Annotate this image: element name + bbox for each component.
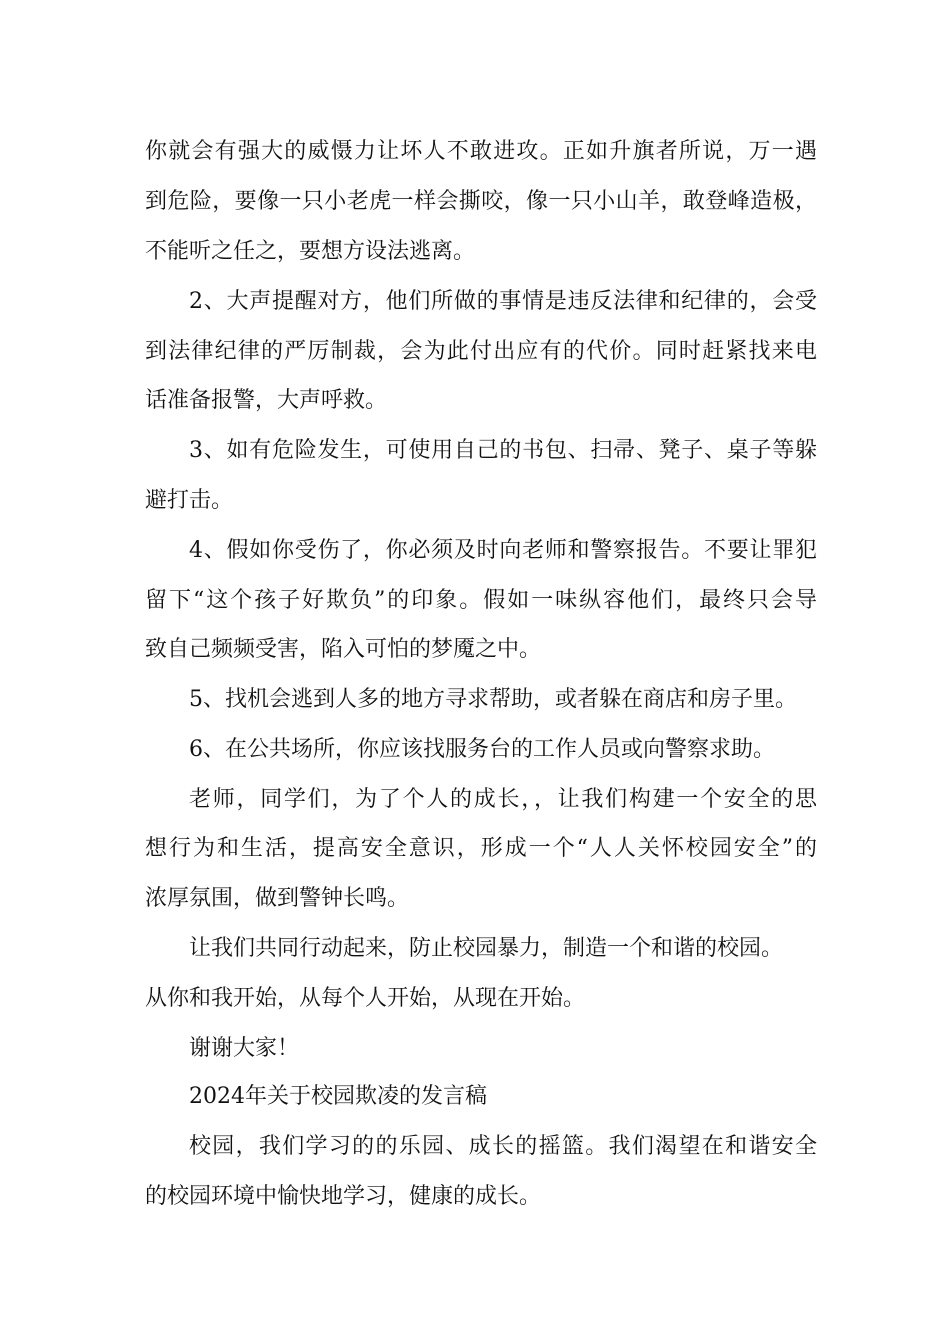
text-line: 6、在公共场所，你应该找服务台的工作人员或向警察求助。 [189,737,775,762]
text-line: 老师，同学们，为了个人的成长，，让我们构建一个安全的思 [189,787,817,812]
text-line: 5、找机会逃到人多的地方寻求帮助，或者躲在商店和房子里。 [189,687,797,712]
text-line: 从你和我开始，从每个人开始，从现在开始。 [145,986,586,1011]
text-line: 你就会有强大的威慑力让坏人不敢进攻。正如升旗者所说，万一遇 [145,139,817,164]
text-line: 到危险，要像一只小老虎一样会撕咬，像一只小山羊，敢登峰造极， [145,189,817,214]
closing-line: 谢谢大家！ [189,1036,300,1061]
text-line: 避打击。 [145,488,234,513]
text-line: 3、如有危险发生，可使用自己的书包、扫帚、凳子、桌子等躲 [189,438,817,463]
text-line: 话准备报警，大声呼救。 [145,388,388,413]
text-line: 留下“这个孩子好欺负”的印象。假如一味纵容他们，最终只会导 [145,588,817,613]
section-title: 2024年关于校园欺凌的发言稿 [189,1084,487,1109]
text-line: 4、假如你受伤了，你必须及时向老师和警察报告。不要让罪犯 [189,538,817,563]
text-line: 不能听之任之，要想方设法逃离。 [145,239,476,264]
text-line: 校园，我们学习的的乐园、成长的摇篮。我们渴望在和谐安全 [189,1134,817,1159]
text-line: 浓厚氛围，做到警钟长鸣。 [145,886,410,911]
text-line: 2、大声提醒对方，他们所做的事情是违反法律和纪律的，会受 [189,289,817,314]
text-line: 想行为和生活，提高安全意识，形成一个“人人关怀校园安全”的 [145,836,817,861]
text-line: 到法律纪律的严厉制裁，会为此付出应有的代价。同时赶紧找来电 [145,339,817,364]
text-line: 致自己频频受害，陷入可怕的梦魇之中。 [145,637,542,662]
text-line: 让我们共同行动起来，防止校园暴力，制造一个和谐的校园。 [189,936,784,961]
text-line: 的校园环境中愉快地学习，健康的成长。 [145,1184,542,1209]
